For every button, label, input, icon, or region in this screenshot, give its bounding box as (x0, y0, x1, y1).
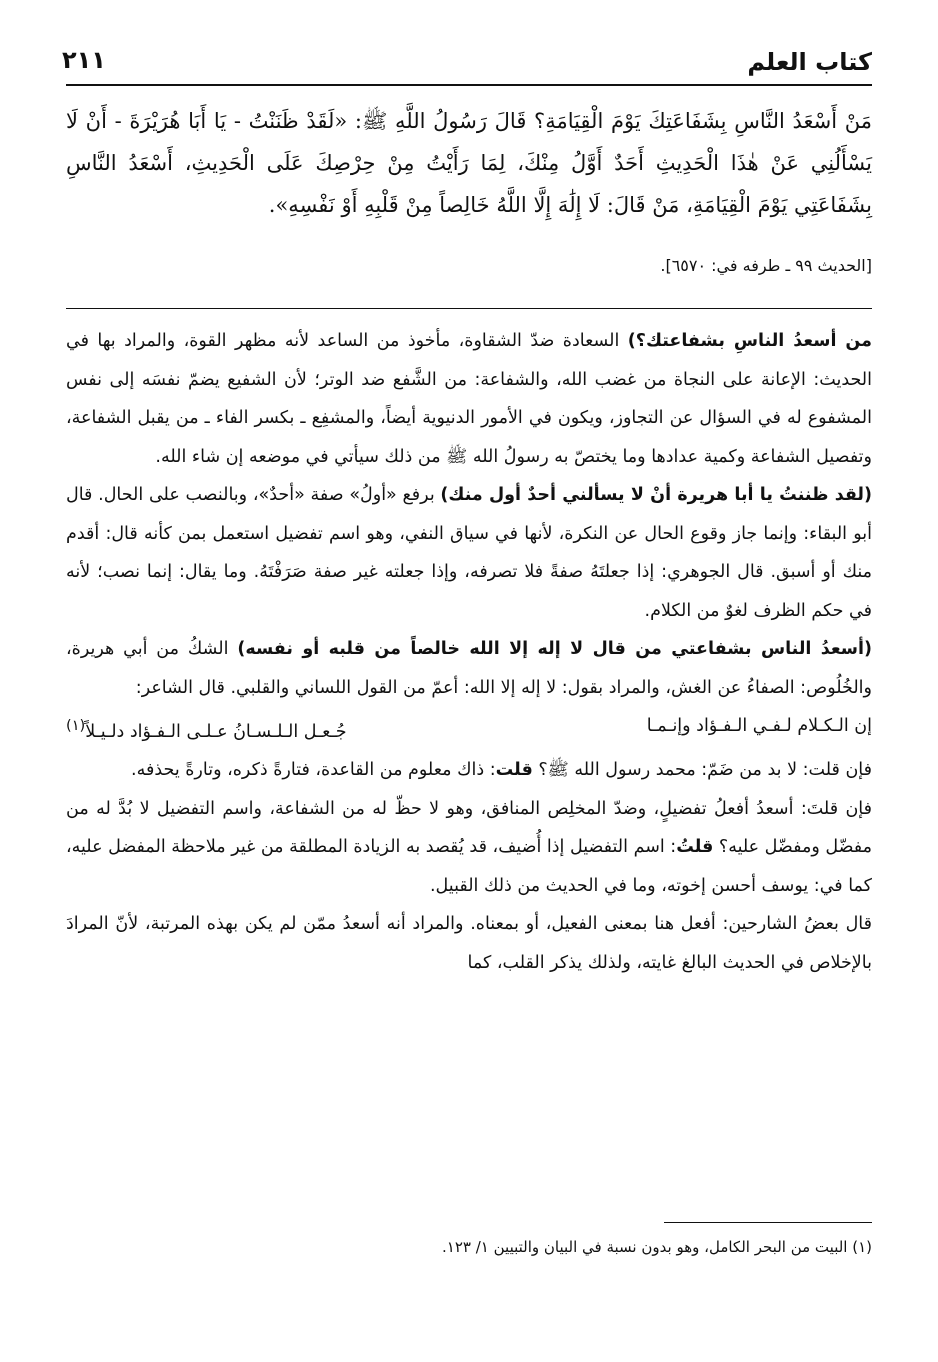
section-divider (66, 308, 872, 309)
verse-second-text: جُـعـل الـلـسـانُ عـلـى الـفـؤاد دلـيـلاً (85, 721, 347, 742)
paragraph-text: فإن قلت: لا بد من ضَمّ: محمد رسول الله ﷺ؟ (532, 760, 872, 781)
paragraph-text: : اسم التفضيل إذا أُضيف، قد يُقصد به الزيادة المطلقة من غير ملاحظة المفضل عليه، كما في: يوسف أحسن إخوته، وما في الحديث من ذلك القبيل. (66, 837, 872, 896)
paragraph-text: الشكُ من أبي هريرة، والخُلُوص: الصفاءُ عن الغش، والمراد بقول: لا إله إلا الله: أعمّ من القول اللساني والقلبي. قال الشاعر: (66, 639, 872, 698)
running-header-title: كتاب العلم (747, 48, 872, 76)
header-rule (66, 84, 872, 86)
commentary (66, 322, 872, 982)
page-number: ٢١١ (62, 46, 106, 74)
paragraph-text: برفع «أولُ» صفة «أحدٌ»، وبالنصب على الحال. قال أبو البقاء: وإنما جاز وقوع الحال عن النكرة، لأنها في سياق النفي، وهو اسم تفضيل استعمل بمن كأنه قال: أقدم منك أو أسبق. قال الجوهري: إذا جعلتَهُ صفةً فلا تصرفه، وإذا جعلته غير صفة صَرَفْتَهُ. وما يقال: إنما نصب؛ لأنه في حكم الظرف لغوٌ من الكلام. (66, 485, 872, 621)
qult-keyword: قلت (495, 760, 533, 781)
qult-keyword: قلتُ (676, 837, 714, 858)
paragraph-text: فإن قلتَ: أسعدُ أفعلُ تفضيلٍ، وضدّ المخلِص المنافق، وهو لا حظّ له من الشفاعة، واسم التفضيل لا بُدَّ له من مفضّل ومفضّل عليه؟ (66, 798, 872, 858)
commentary-paragraph (66, 630, 872, 707)
paragraph-text: السعادة ضدّ الشقاوة، مأخوذ من الساعد لأنه مظهر القوة، والمراد بها في الحديث: الإعانة على النجاة من غضب الله، والشفاعة: من الشَّفع ضد الوتر؛ لأن الشفيع يضمّ نفسَه إلى نفس المشفوع له في السؤال عن التجاوز، ويكون في الأمور الدنيوية أيضاً، والمشفِع ـ بكسر الفاء ـ من يقبل الشفاعة، وتفصيل الشفاعة وكمية عدادها وما يختصّ به رسولُ الله ﷺ من ذلك سيأتي في موضعه إن شاء الله. (66, 331, 872, 467)
verse-second-hemistich (66, 707, 347, 751)
quoted-phrase: من أسعدُ الناسِ بشفاعتك؟) (627, 331, 872, 351)
poetry-verse (66, 707, 872, 751)
paragraph-text: : ذاك معلوم من القاعدة، فتارةً ذكره، وتارةً يحذفه. (131, 760, 496, 781)
footnote-marker: (١) (66, 717, 86, 734)
footnote: (١) البيت من البحر الكامل، وهو بدون نسبة في البيان والتبيين ١/ ١٢٣. (442, 1238, 872, 1256)
commentary-paragraph (66, 905, 872, 982)
hadith-reference: [الحديث ٩٩ ـ طرفه في: ٦٥٧٠]. (660, 256, 872, 275)
quoted-phrase: (لقد ظننتُ يا أبا هريرة أنْ لا يسألني أحدٌ أول منك) (440, 485, 872, 505)
commentary-paragraph (66, 790, 872, 906)
verse-first-hemistich: إن الـكـلام لـفـي الـفـؤاد وإنـمـا (646, 716, 872, 736)
quoted-phrase: (أسعدُ الناس بشفاعتي من قال لا إله إلا الله خالصاً من قلبه أو نفسه) (237, 639, 872, 659)
hadith-text: مَنْ أَسْعَدُ النَّاسِ بِشَفَاعَتِكَ يَوْمَ الْقِيَامَةِ؟ قَالَ رَسُولُ اللَّهِ ﷺ: «لَقَدْ ظَنَنْتُ - يَا أَبَا هُرَيْرَةَ - أَنْ لَا يَسْأَلُنِي عَنْ هٰذَا الْحَدِيثِ أَحَدٌ أَوَّلُ مِنْكَ، لِمَا رَأَيْتُ مِنْ حِرْصِكَ عَلَى الْحَدِيثِ، أَسْعَدُ النَّاسِ بِشَفَاعَتِي يَوْمَ الْقِيَامَةِ، مَنْ قَالَ: لَا إِلَٰهَ إِلَّا اللَّهُ خَالِصاً مِنْ قَلْبِهِ أَوْ نَفْسِهِ». (66, 109, 872, 217)
commentary-paragraph (66, 476, 872, 630)
commentary-paragraph (66, 322, 872, 476)
paragraph-text: قال بعضُ الشارحين: أفعل هنا بمعنى الفعيل، أو بمعناه. والمراد أنه أسعدُ ممّن لم يكن بهذه المرتبة، لأنّ المرادَ بالإخلاص في الحديث البالغ غايته، ولذلك يذكر القلب، كما (66, 914, 872, 973)
footnote-rule (664, 1222, 872, 1223)
commentary-paragraph (66, 751, 872, 790)
